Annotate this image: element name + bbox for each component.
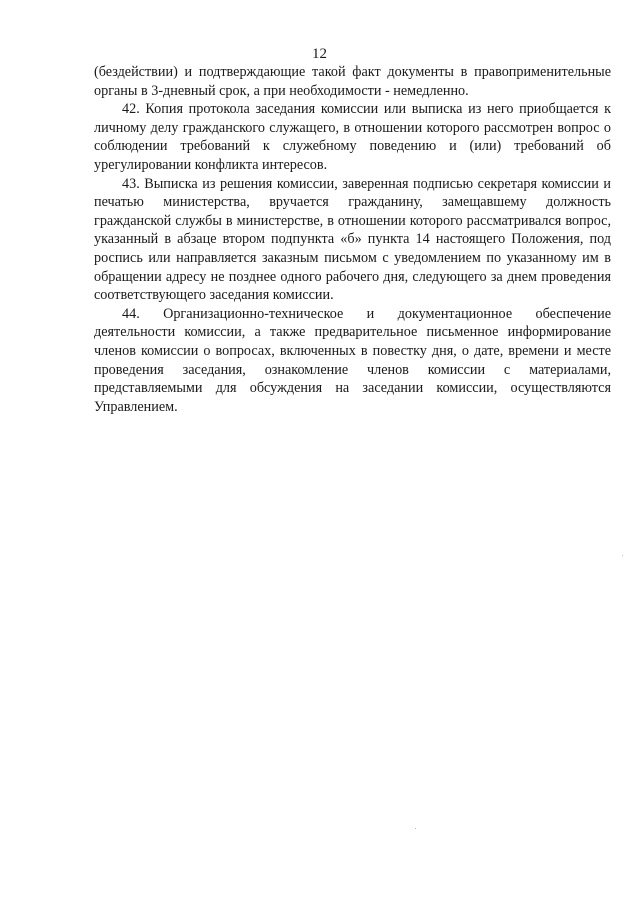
scan-speck	[415, 828, 416, 829]
paragraph-44: 44. Организационно-техническое и документационное обеспечение деятельности комиссии, а также предварительное письменное информирование членов комиссии о вопросах, включенных в повестку дня, о дате, времени и месте проведения заседания, ознакомление членов комиссии с материалами, представляемыми для обсуждения на заседании комиссии, осуществляются Управлением.	[94, 305, 611, 415]
paragraph-42: 42. Копия протокола заседания комиссии или выписка из него приобщается к личному делу гражданского служащего, в отношении которого рассмотрен вопрос о соблюдении требований к служебному поведению и (или) требований об урегулировании конфликта интересов.	[94, 101, 611, 173]
document-body	[94, 63, 611, 416]
scan-speck	[622, 555, 623, 556]
paragraph-43: 43. Выписка из решения комиссии, заверенная подписью секретаря комиссии и печатью министерства, вручается гражданину, замещавшему должность гражданской службы в министерстве, в отношении которого рассматривался вопрос, указанный в абзаце втором подпункта «б» пункта 14 настоящего Положения, под роспись или направляется заказным письмом с уведомлением по указанному им в обращении адресу не позднее одного рабочего дня, следующего за днем проведения соответствующего заседания комиссии.	[94, 175, 611, 304]
paragraph-continuation: (бездействии) и подтверждающие такой факт документы в правоприменительные органы в 3-дневный срок, а при необходимости - немедленно.	[94, 64, 611, 99]
page-number: 12	[312, 46, 327, 62]
